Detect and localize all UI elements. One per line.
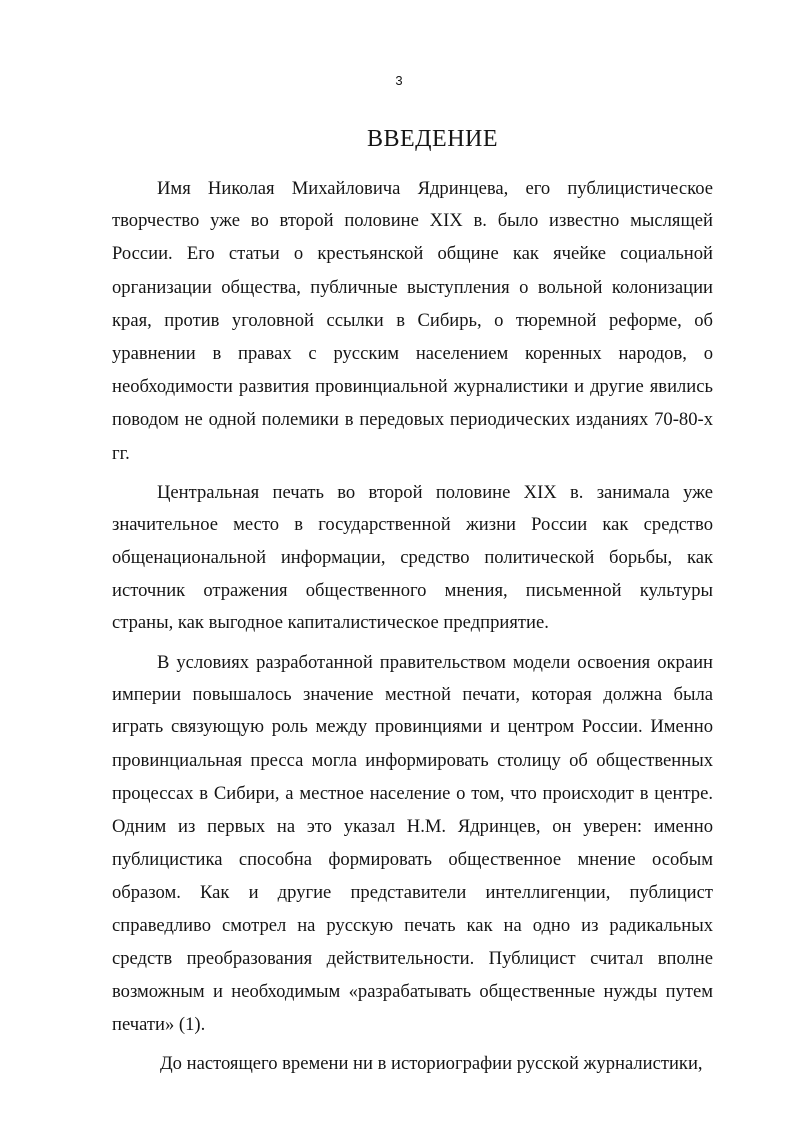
text-line: возможным и необходимым «разрабатывать общественные нужды путем — [112, 981, 713, 1002]
page-heading: ВВЕДЕНИЕ — [366, 126, 499, 152]
text-line: края, против уголовной ссылки в Сибирь, о тюремной реформе, об — [112, 310, 713, 331]
text-line: творчество уже во второй половине XIX в. было известно мыслящей — [112, 210, 713, 231]
text-line: страны, как выгодное капиталистическое предприятие. — [112, 612, 549, 633]
text-line: источник отражения общественного мнения, письменной культуры — [112, 580, 713, 601]
text-line: России. Его статьи о крестьянской общине как ячейке социальной — [112, 243, 713, 264]
text-line: Имя Николая Михайловича Ядринцева, его публицистическое — [157, 178, 713, 199]
text-line: Центральная печать во второй половине XIX в. занимала уже — [157, 482, 713, 503]
text-line: До настоящего времени ни в историографии русской журналистики, — [160, 1053, 703, 1074]
text-line: справедливо смотрел на русскую печать как на одно из радикальных — [112, 915, 713, 936]
text-line: общенациональной информации, средство политической борьбы, как — [112, 547, 713, 568]
text-line: образом. Как и другие представители интеллигенции, публицист — [112, 882, 713, 903]
text-line: необходимости развития провинциальной журналистики и другие явились — [112, 376, 713, 397]
text-line: уравнении в правах с русским населением коренных народов, о — [112, 343, 713, 364]
text-line: играть связующую роль между провинциями и центром России. Именно — [112, 716, 713, 737]
text-line: публицистика способна формировать общественное мнение особым — [112, 849, 713, 870]
text-line: печати» (1). — [112, 1014, 206, 1035]
page-number: 3 — [395, 73, 403, 88]
text-line: гг. — [112, 443, 130, 464]
text-line: В условиях разработанной правительством модели освоения окраин — [157, 652, 713, 673]
text-line: организации общества, публичные выступления о вольной колонизации — [112, 277, 713, 298]
text-line: империи повышалось значение местной печати, которая должна была — [112, 684, 713, 705]
text-line: значительное место в государственной жизни России как средство — [112, 514, 713, 535]
text-line: процессах в Сибири, а местное население о том, что происходит в центре. — [112, 783, 713, 804]
text-line: средств преобразования действительности. Публицист считал вполне — [112, 948, 713, 969]
text-line: поводом не одной полемики в передовых периодических изданиях 70-80-х — [112, 409, 713, 430]
text-line: провинциальная пресса могла информировать столицу об общественных — [112, 750, 713, 771]
text-line: Одним из первых на это указал Н.М. Ядринцев, он уверен: именно — [112, 816, 713, 837]
